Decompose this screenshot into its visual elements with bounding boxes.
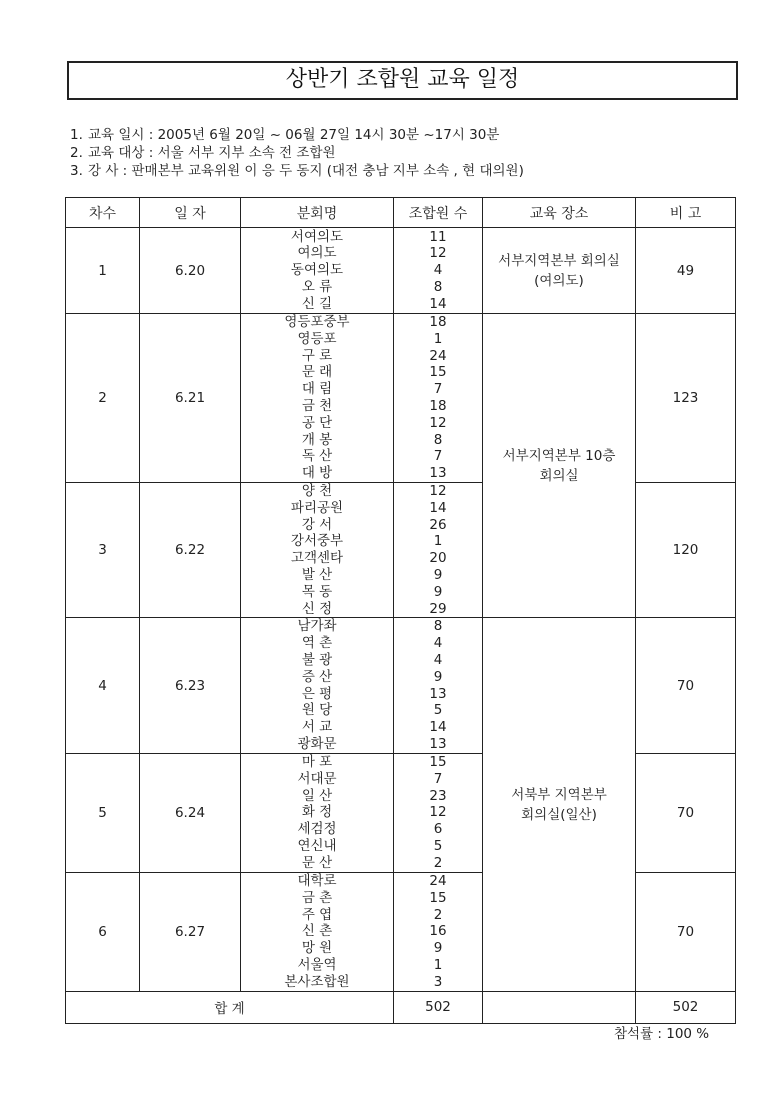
date-cell: 6.27 [140, 872, 241, 991]
member-count: 24 [429, 872, 447, 889]
member-count: 9 [433, 668, 443, 685]
branch-name: 금 천 [301, 398, 333, 414]
branch-name: 일 산 [301, 787, 333, 804]
note-cell: 70 [636, 872, 736, 991]
schedule-table [65, 197, 736, 1024]
branch-name: 신 길 [301, 295, 333, 312]
member-count: 1 [433, 330, 443, 347]
total-note: 502 [636, 991, 736, 1023]
table-row [66, 228, 736, 314]
member-count: 14 [429, 719, 447, 736]
branch-name: 고객센타 [290, 550, 344, 567]
branch-name: 서대문 [297, 770, 337, 787]
member-count: 12 [429, 483, 447, 499]
member-count: 13 [429, 685, 447, 702]
branch-name: 영등포 [297, 330, 337, 347]
info-line-date: 1. 교육 일시 : 2005년 6월 20일 ~ 06월 27일 14시 30분 ~17시 30분 [70, 127, 500, 143]
branch-name: 서 교 [301, 719, 333, 736]
branch-name: 발 산 [301, 566, 333, 583]
table-row [66, 483, 736, 618]
branch-name: 공 단 [301, 414, 333, 431]
table-row [66, 872, 736, 991]
member-count: 16 [429, 923, 447, 940]
branch-name: 화 정 [301, 804, 333, 821]
member-count: 12 [429, 804, 447, 821]
member-count: 5 [433, 837, 443, 854]
date-cell: 6.24 [140, 753, 241, 872]
member-count: 26 [429, 516, 447, 533]
header-date: 일 자 [140, 198, 241, 228]
branch-name: 파리공원 [290, 499, 344, 516]
branch-name: 연신내 [297, 837, 337, 854]
member-count: 15 [429, 753, 447, 770]
round-cell: 5 [66, 753, 140, 872]
member-count: 12 [429, 414, 447, 431]
member-count: 20 [429, 550, 447, 567]
member-count: 2 [433, 906, 443, 923]
branch-name: 강 서 [301, 516, 333, 533]
round-cell: 1 [66, 228, 140, 314]
member-count: 5 [433, 702, 443, 719]
member-count-cell [394, 618, 483, 753]
member-count: 7 [433, 448, 443, 465]
total-place-empty [483, 991, 636, 1023]
branch-name: 불 광 [301, 651, 333, 668]
member-count: 15 [429, 889, 447, 906]
member-count: 24 [429, 347, 447, 364]
branch-list-cell [241, 753, 394, 872]
member-count: 8 [433, 278, 443, 295]
date-cell: 6.23 [140, 618, 241, 753]
table-row [66, 753, 736, 872]
round-cell: 6 [66, 872, 140, 991]
member-count: 3 [433, 973, 443, 990]
branch-name: 개 봉 [301, 431, 333, 448]
branch-name: 오 류 [301, 278, 333, 295]
branch-name: 문 산 [301, 854, 333, 871]
member-count: 13 [429, 735, 447, 752]
branch-name: 망 원 [301, 940, 333, 957]
branch-name: 세검정 [297, 821, 337, 838]
member-count-cell [394, 872, 483, 991]
member-count-cell [394, 483, 483, 618]
member-count: 7 [433, 770, 443, 787]
branch-list-cell [241, 314, 394, 483]
total-members: 502 [394, 991, 483, 1023]
member-count-cell [394, 753, 483, 872]
table-row [66, 618, 736, 753]
branch-name: 서여의도 [290, 228, 344, 245]
note-cell: 70 [636, 618, 736, 753]
member-count: 14 [429, 295, 447, 312]
branch-name: 마 포 [301, 753, 333, 770]
place-cell-northwest: 서북부 지역본부 회의실(일산) [483, 618, 636, 991]
branch-name: 서울역 [297, 956, 337, 973]
round-cell: 4 [66, 618, 140, 753]
member-count: 29 [429, 600, 447, 617]
branch-list-cell [241, 872, 394, 991]
branch-name: 영등포중부 [284, 314, 350, 331]
member-count: 14 [429, 499, 447, 516]
branch-name: 증 산 [301, 668, 333, 685]
info-line-instructor: 3. 강 사 : 판매본부 교육위원 이 응 두 동지 (대전 충남 지부 소속 , 현 대의원) [70, 163, 524, 179]
member-count: 8 [433, 431, 443, 448]
branch-name: 광화문 [297, 735, 337, 752]
branch-list-cell [241, 228, 394, 314]
branch-name: 주 엽 [301, 906, 333, 923]
member-count: 6 [433, 821, 443, 838]
branch-list-cell [241, 483, 394, 618]
branch-name: 구 로 [301, 347, 333, 364]
date-cell: 6.22 [140, 483, 241, 618]
branch-name: 강서중부 [290, 533, 344, 550]
branch-name: 문 래 [301, 364, 333, 381]
member-count: 2 [433, 854, 443, 871]
header-place: 교육 장소 [483, 198, 636, 228]
branch-name: 대 림 [301, 381, 333, 398]
branch-name: 신 정 [301, 600, 333, 617]
member-count: 15 [429, 364, 447, 381]
note-cell: 70 [636, 753, 736, 872]
member-count: 4 [433, 262, 443, 279]
member-count: 1 [433, 533, 443, 550]
member-count: 23 [429, 787, 447, 804]
table-row [66, 314, 736, 483]
attendance-rate: 참석률 : 100 % [614, 1026, 710, 1042]
member-count: 9 [433, 940, 443, 957]
branch-name: 양 천 [301, 483, 333, 499]
branch-name: 여의도 [297, 245, 337, 262]
header-round: 차수 [66, 198, 140, 228]
header-members: 조합원 수 [394, 198, 483, 228]
member-count: 4 [433, 635, 443, 652]
place-cell-west-yeouido: 서부지역본부 회의실 (여의도) [483, 228, 636, 314]
round-cell: 2 [66, 314, 140, 483]
branch-name: 목 동 [301, 583, 333, 600]
member-count: 1 [433, 956, 443, 973]
branch-name: 대 방 [301, 465, 333, 482]
member-count: 12 [429, 245, 447, 262]
branch-name: 본사조합원 [284, 973, 350, 990]
info-line-target: 2. 교육 대상 : 서울 서부 지부 소속 전 조합원 [70, 145, 336, 161]
member-count-cell [394, 314, 483, 483]
note-cell: 120 [636, 483, 736, 618]
member-count: 9 [433, 583, 443, 600]
branch-name: 은 평 [301, 685, 333, 702]
branch-list-cell [241, 618, 394, 753]
branch-name: 역 촌 [301, 635, 333, 652]
date-cell: 6.21 [140, 314, 241, 483]
branch-name: 원 당 [301, 702, 333, 719]
member-count: 8 [433, 618, 443, 635]
total-label: 합 계 [66, 991, 394, 1023]
member-count: 18 [429, 314, 447, 331]
member-count: 11 [429, 228, 447, 245]
page-title: 상반기 조합원 교육 일정 [67, 61, 738, 100]
member-count: 13 [429, 465, 447, 482]
header-branch: 분회명 [241, 198, 394, 228]
note-cell: 49 [636, 228, 736, 314]
date-cell: 6.20 [140, 228, 241, 314]
total-row [66, 991, 736, 1023]
branch-name: 금 촌 [301, 889, 333, 906]
note-cell: 123 [636, 314, 736, 483]
member-count: 7 [433, 381, 443, 398]
place-cell-west-10f: 서부지역본부 10층 회의실 [483, 314, 636, 618]
round-cell: 3 [66, 483, 140, 618]
table-header-row [66, 198, 736, 228]
member-count: 4 [433, 651, 443, 668]
branch-name: 대학로 [297, 872, 337, 889]
header-note: 비 고 [636, 198, 736, 228]
member-count-cell [394, 228, 483, 314]
member-count: 9 [433, 566, 443, 583]
branch-name: 신 촌 [301, 923, 333, 940]
branch-name: 남가좌 [297, 618, 337, 635]
branch-name: 독 산 [301, 448, 333, 465]
branch-name: 동여의도 [290, 262, 344, 279]
member-count: 18 [429, 398, 447, 414]
